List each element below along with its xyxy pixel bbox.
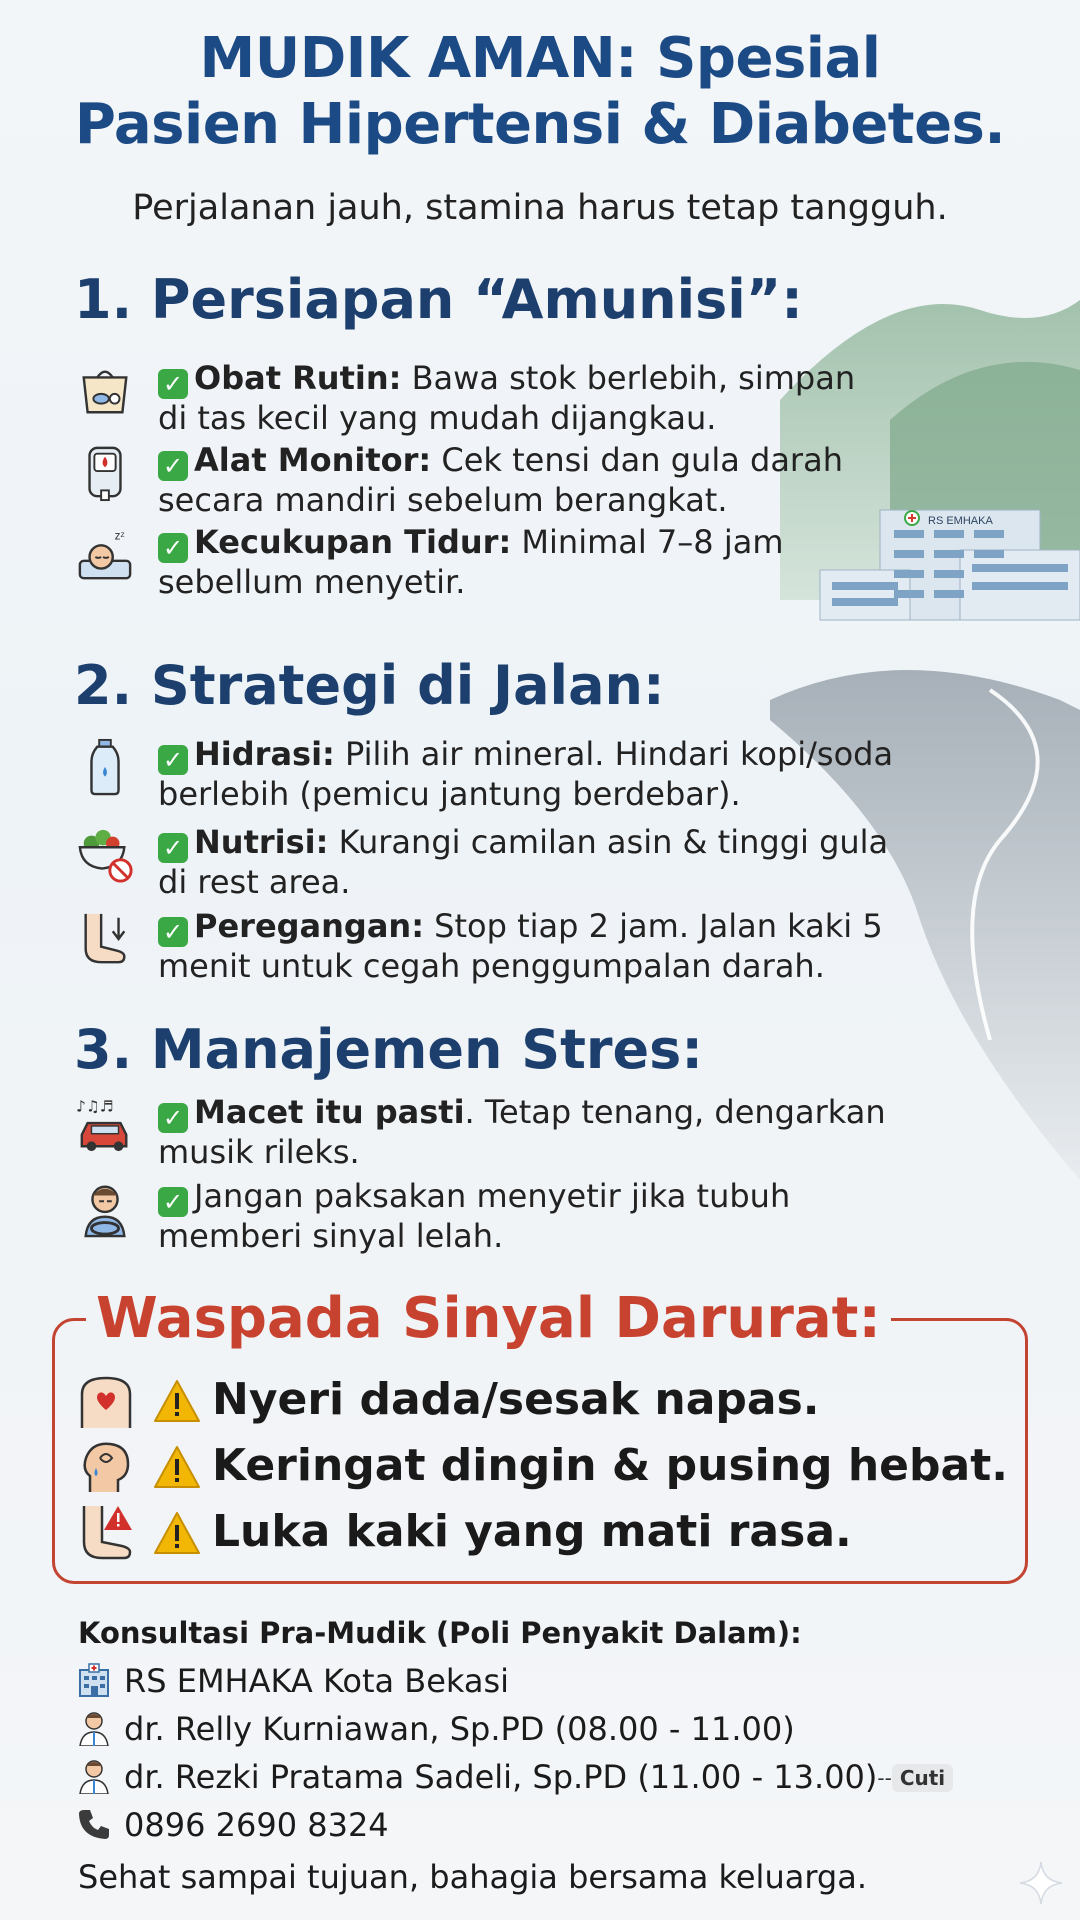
item-text-line2: secara mandiri sebelum berangkat. (158, 481, 728, 519)
item-text: . Tetap tenang, dengarkan (464, 1093, 886, 1131)
check-icon: ✓ (158, 451, 188, 481)
item-label: Hidrasi: (194, 735, 335, 773)
doctor-row (76, 1756, 953, 1799)
salad-no-snack-icon (76, 826, 134, 884)
phone-number: 0896 2690 8324 (124, 1806, 389, 1844)
numb-foot-icon (76, 1502, 136, 1562)
cuti-dash: -- (877, 1766, 892, 1790)
check-icon: ✓ (158, 917, 188, 947)
doctor-1: dr. Relly Kurniawan, Sp.PD (08.00 - 11.00) (124, 1710, 795, 1748)
item-text: Kurangi camilan asin & tinggi gula (328, 823, 889, 861)
doctor-icon (76, 1758, 112, 1794)
item-text-line2: di tas kecil yang mudah dijangkau. (158, 399, 717, 437)
hospital-icon (76, 1662, 112, 1698)
hospital-name: RS EMHAKA Kota Bekasi (124, 1662, 510, 1700)
item-label: Nutrisi: (194, 823, 329, 861)
pill-pouch-icon (76, 362, 134, 420)
item-text: Minimal 7–8 jam (511, 523, 784, 561)
item-text-line2: musik rileks. (158, 1133, 360, 1171)
item-text: Pilih air mineral. Hindari kopi/soda (334, 735, 894, 773)
cuti-badge: Cuti (892, 1764, 953, 1792)
item-text-line2: menit untuk cegah penggumpalan darah. (158, 947, 825, 985)
dizzy-sweat-icon (76, 1436, 136, 1496)
item-text: Jangan paksakan menyetir jika tubuh (194, 1177, 791, 1215)
emergency-text: Keringat dingin & pusing hebat. (212, 1440, 1008, 1491)
building-sign: RS EMHAKA (928, 515, 993, 527)
item-label: Peregangan: (194, 907, 424, 945)
check-icon: ✓ (158, 745, 188, 775)
item-label: Kecukupan Tidur: (194, 523, 512, 561)
section-heading-persiapan: 1. Persiapan “Amunisi”: (74, 268, 803, 331)
foot-stretch-icon (76, 910, 134, 968)
sparkle-icon (1018, 1860, 1064, 1906)
item-text: Cek tensi dan gula darah (431, 441, 843, 479)
emergency-text: Nyeri dada/sesak napas. (212, 1374, 820, 1425)
title-line-2: Pasien Hipertensi & Diabetes. (74, 92, 1006, 157)
item-text-line2: berlebih (pemicu jantung berdebar). (158, 775, 741, 813)
chest-pain-icon (76, 1370, 136, 1430)
page-title (0, 26, 1080, 158)
section-heading-manajemen-stres: 3. Manajemen Stres: (74, 1018, 703, 1081)
check-icon: ✓ (158, 533, 188, 563)
doctor-icon (76, 1710, 112, 1746)
check-icon: ✓ (158, 833, 188, 863)
check-icon: ✓ (158, 1103, 188, 1133)
warning-icon (152, 1510, 202, 1556)
phone-icon (76, 1806, 112, 1842)
consultation-heading: Konsultasi Pra-Mudik (Poli Penyakit Dalam): (78, 1616, 802, 1650)
warning-icon (152, 1444, 202, 1490)
title-line-1: MUDIK AMAN: Spesial (199, 26, 881, 91)
hospital-row (76, 1660, 509, 1702)
closing-tagline: Sehat sampai tujuan, bahagia bersama keluarga. (78, 1858, 868, 1896)
water-bottle-icon (76, 738, 134, 796)
item-text-line2: sebellum menyetir. (158, 563, 466, 601)
item-label: Alat Monitor: (194, 441, 432, 479)
item-text-line2: memberi sinyal lelah. (158, 1217, 504, 1255)
warning-icon (152, 1378, 202, 1424)
item-text: Bawa stok berlebih, simpan (401, 359, 856, 397)
car-music-icon (76, 1096, 134, 1154)
item-text-line2: di rest area. (158, 863, 351, 901)
emergency-text: Luka kaki yang mati rasa. (212, 1506, 852, 1557)
section-heading-strategi: 2. Strategi di Jalan: (74, 654, 665, 717)
check-icon: ✓ (158, 1187, 188, 1217)
glucose-meter-icon (76, 444, 134, 502)
tired-driver-icon (76, 1180, 134, 1238)
svg-text:♪♫♬: ♪♫♬ (76, 1097, 114, 1116)
page-subtitle: Perjalanan jauh, stamina harus tetap tangguh. (132, 188, 948, 228)
item-label: Macet itu pasti (194, 1093, 465, 1131)
emergency-title: Waspada Sinyal Darurat: (86, 1286, 891, 1352)
item-text: Stop tiap 2 jam. Jalan kaki 5 (424, 907, 883, 945)
phone-row (76, 1804, 389, 1846)
doctor-2: dr. Rezki Pratama Sadeli, Sp.PD (11.00 - 13.00) (124, 1758, 878, 1796)
check-icon: ✓ (158, 369, 188, 399)
svg-text:zᶻ: zᶻ (114, 529, 125, 543)
doctor-row (76, 1708, 795, 1750)
sleeping-face-icon (76, 526, 134, 584)
item-label: Obat Rutin: (194, 359, 402, 397)
